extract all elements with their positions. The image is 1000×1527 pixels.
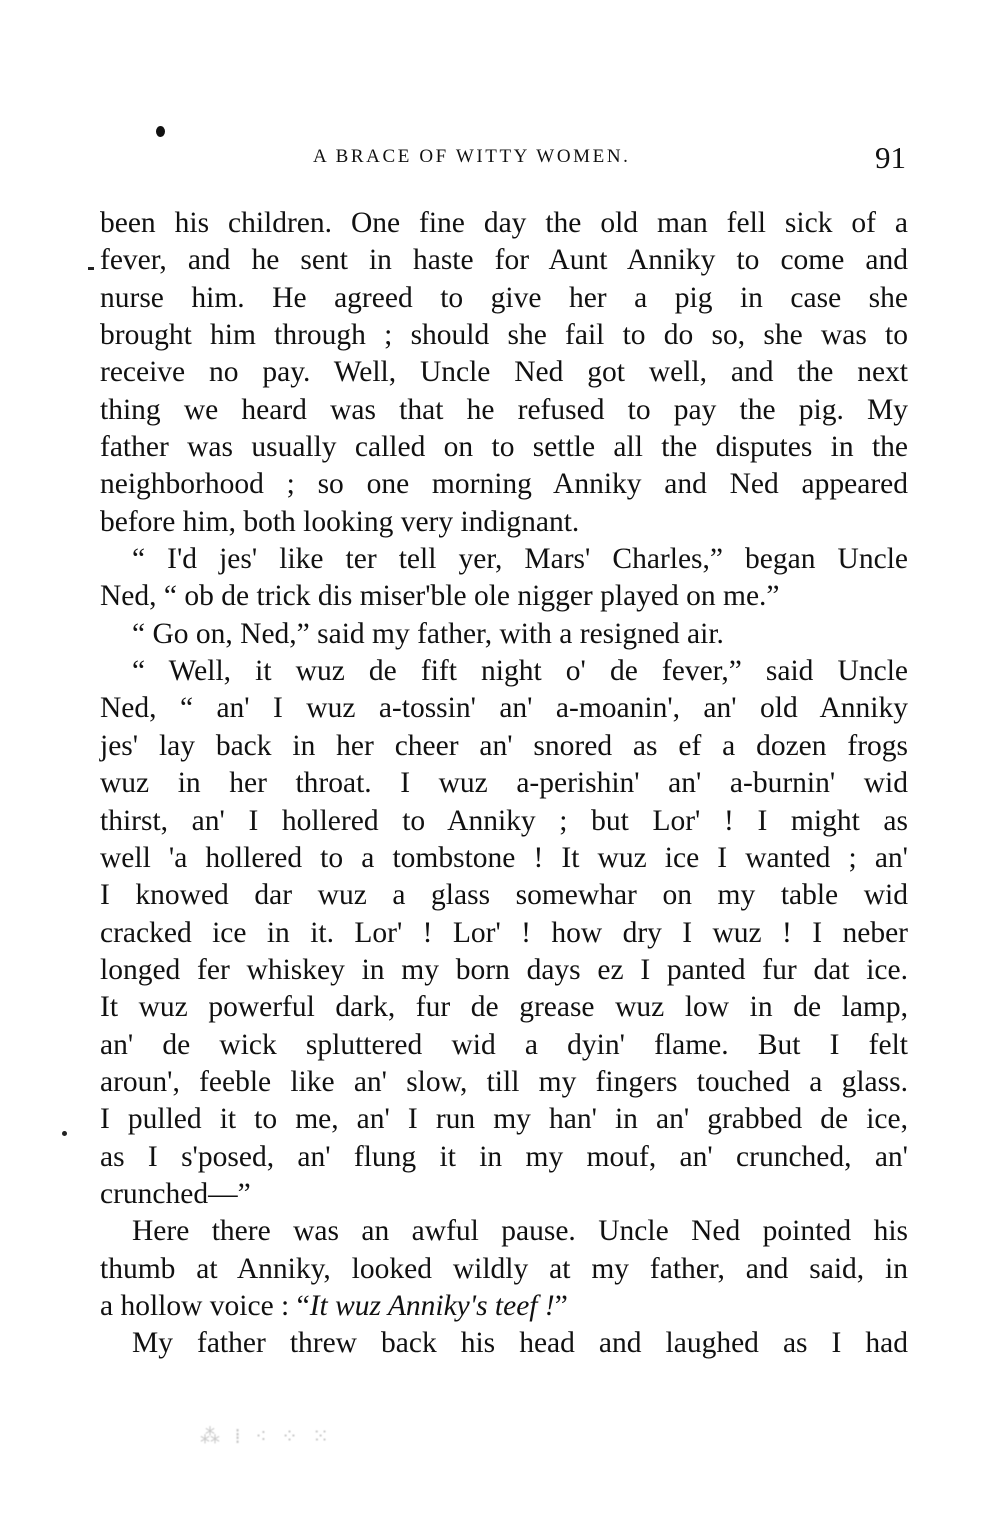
- text-line: Ned, “ ob de trick dis miser'ble ole nigger played on me.”: [100, 580, 780, 613]
- text-line: before him, both looking very indignant.: [100, 505, 580, 538]
- body-text: [100, 205, 908, 1363]
- text-line: as I s'posed, an' flung it in my mouf, an' crunched, an': [100, 1140, 908, 1173]
- text-line: father was usually called on to settle all the disputes in the: [100, 431, 908, 464]
- ink-speck: [156, 126, 165, 137]
- text-line: It wuz powerful dark, fur de grease wuz low in de lamp,: [100, 991, 908, 1024]
- italic-quote: It wuz Anniky's teef !: [309, 1289, 555, 1322]
- text-line: aroun', feeble like an' slow, till my fingers touched a glass.: [100, 1065, 908, 1098]
- running-title: A BRACE OF WITTY WOMEN.: [313, 146, 631, 167]
- text-line: Ned, “ an' I wuz a-tossin' an' a-moanin', an' old Anniky: [100, 692, 908, 725]
- running-head: [100, 140, 908, 180]
- text-line: receive no pay. Well, Uncle Ned got well, and the next: [100, 356, 908, 389]
- page-number: 91: [875, 140, 906, 175]
- text-line: well 'a hollered to a tombstone ! It wuz ice I wanted ; an': [100, 841, 908, 874]
- text-line: Here there was an awful pause. Uncle Ned pointed his: [132, 1215, 908, 1248]
- ink-speck: [62, 1131, 67, 1136]
- text-line: fever, and he sent in haste for Aunt Anniky to come and: [100, 244, 908, 277]
- text-line: neighborhood ; so one morning Anniky and Ned appeared: [100, 468, 908, 501]
- text-line: thing we heard was that he refused to pay the pig. My: [100, 393, 908, 426]
- text-line: cracked ice in it. Lor' ! Lor' ! how dry I wuz ! I neber: [100, 916, 908, 949]
- text-line: [100, 1288, 908, 1325]
- text-line: thirst, an' I hollered to Anniky ; but Lor' ! I might as: [100, 804, 908, 837]
- text-line: been his children. One fine day the old man fell sick of a: [100, 207, 908, 239]
- text-line: longed fer whiskey in my born days ez I panted fur dat ice.: [100, 953, 908, 986]
- text-line: “ I'd jes' like ter tell yer, Mars' Charles,” began Uncle: [132, 543, 908, 576]
- quote-prefix: a hollow voice : “: [100, 1289, 310, 1322]
- quote-suffix: ”: [554, 1289, 568, 1322]
- text-line: an' de wick spluttered wid a dyin' flame. But I felt: [100, 1028, 908, 1061]
- text-line: thumb at Anniky, looked wildly at my father, and said, in: [100, 1252, 908, 1285]
- text-line: nurse him. He agreed to give her a pig in case she: [100, 281, 908, 314]
- text-line: I pulled it to me, an' I run my han' in an' grabbed de ice,: [100, 1103, 908, 1136]
- text-line: wuz in her throat. I wuz a-perishin' an' a-burnin' wid: [100, 767, 908, 800]
- text-line: “ Well, it wuz de fift night o' de fever,” said Uncle: [132, 655, 908, 688]
- bleed-through-text: ⁂ ⁞ ⁖ ⁘ ⁙: [200, 1424, 334, 1448]
- text-line: “ Go on, Ned,” said my father, with a resigned air.: [132, 617, 724, 650]
- text-line: jes' lay back in her cheer an' snored as ef a dozen frogs: [100, 729, 908, 762]
- text-line: crunched—”: [100, 1177, 251, 1210]
- text-line: brought him through ; should she fail to do so, she was to: [100, 319, 908, 352]
- ink-speck: [88, 267, 94, 270]
- text-line: I knowed dar wuz a glass somewhar on my table wid: [100, 879, 908, 912]
- text-line: My father threw back his head and laughed as I had: [132, 1327, 908, 1360]
